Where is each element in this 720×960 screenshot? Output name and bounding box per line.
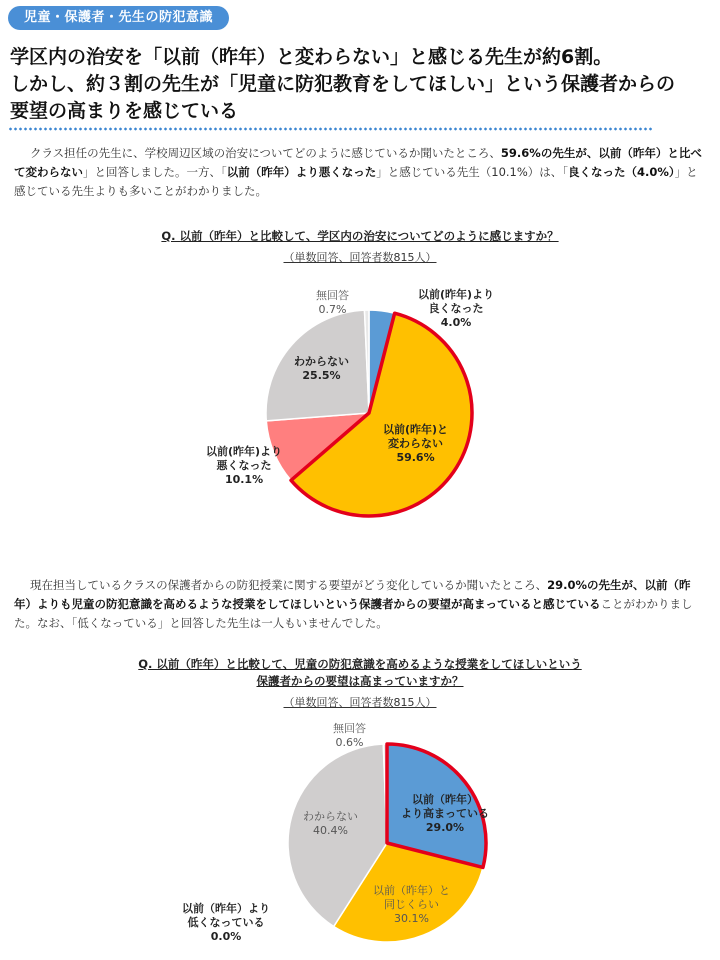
para1-bold-1: 59.6%の先生が、以前（昨年）と比べて変わらない <box>14 146 702 179</box>
chart1-label-better: 以前(昨年)より 良くなった 4.0% <box>418 288 495 329</box>
chart1-label-same: 以前(昨年)と 変わらない 59.6% <box>383 423 449 464</box>
para1-bold-3: 良くなった（4.0%） <box>568 165 675 179</box>
chart2-label-lower: 以前（昨年）より 低くなっている 0.0% <box>182 902 270 943</box>
chart1-label-noanswer: 無回答 0.7% <box>316 289 349 316</box>
chart1-pie-svg <box>262 306 476 520</box>
headline-line3: 要望の高まりを感じている <box>10 100 239 122</box>
chart2-label-same: 以前（昨年）と 同じくらい 30.1% <box>373 884 450 925</box>
chart2-label-higher: 以前（昨年） より高まっている 29.0% <box>401 793 489 834</box>
chart1-title: Q. 以前（昨年）と比較して、学区内の治安についてどのように感じますか？ <box>161 229 559 243</box>
para2-bold-1: 29.0%の先生が、以前（昨年）よりも児童の防犯意識を高めるような授業をしてほしいという保護者からの要望が高まっていると感じている <box>14 578 691 611</box>
intro-paragraph-2 <box>14 576 704 633</box>
para2-text-2: ことがわかりました。なお、「低くなっている」と回答した先生は一人もいませんでした。 <box>14 597 693 630</box>
dotted-divider <box>8 127 654 131</box>
para1-text-4: 」と感じている先生よりも多いことがわかりました。 <box>14 165 698 198</box>
chart2-title: Q. 以前（昨年）と比較して、児童の防犯意識を高めるような授業をしてほしいという 保護者からの要望は高まっていますか？ <box>138 657 582 688</box>
chart1-pie <box>262 306 476 520</box>
headline-line2: しかし、約３割の先生が「児童に防犯教育をしてほしい」という保護者からの <box>10 73 676 95</box>
para1-text-2: 」と回答しました。一方、「 <box>83 165 227 179</box>
para1-text-1: クラス担任の先生に、学校周辺区域の治安についてどのように感じているか聞いたところ、 <box>30 146 501 160</box>
section-tag: 児童・保護者・先生の防犯意識 <box>8 6 229 30</box>
chart1-label-worse: 以前(昨年)より 悪くなった 10.1% <box>206 445 283 486</box>
headline-line1: 学区内の治安を「以前（昨年）と変わらない」と感じる先生が約6割。 <box>10 46 613 68</box>
intro-paragraph-1 <box>14 144 704 201</box>
para2-text-1: 現在担当しているクラスの保護者からの防犯授業に関する要望がどう変化しているか聞いたところ、 <box>30 578 548 592</box>
chart2-label-noanswer: 無回答 0.6% <box>333 722 366 749</box>
chart1-note: （単数回答、回答者数815人） <box>283 251 437 264</box>
chart1-label-unknown: わからない 25.5% <box>294 355 349 382</box>
headline <box>10 44 710 125</box>
chart2-note: （単数回答、回答者数815人） <box>283 696 437 709</box>
para1-text-3: 」と感じている先生（10.1%）は、「 <box>376 165 569 179</box>
chart2-label-unknown: わからない 40.4% <box>303 810 358 837</box>
para1-bold-2: 以前（昨年）より悪くなった <box>226 165 377 179</box>
